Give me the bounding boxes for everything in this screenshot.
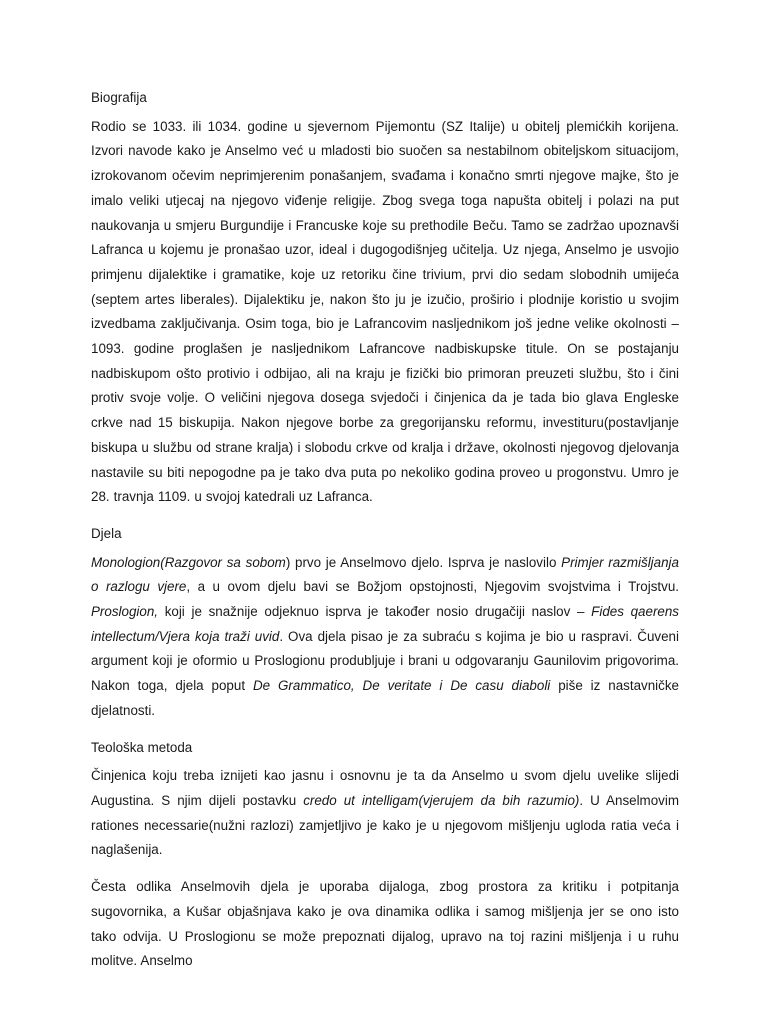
text-segment: Proslogion, <box>91 604 158 620</box>
text-segment: Činjenica koju treba iznijeti kao jasnu i osnovnu je ta da Anselmo u svom djelu uvelike slijedi Augustina. S njim dijeli postavku <box>91 768 679 808</box>
text-segment: . U Anselmovim rationes necessarie(nužni razlozi) zamjetljivo je kako je u njegovom mišljenju ugloda ratia veća i naglašenija. <box>91 792 679 858</box>
text-segment: Primjer razmišljanja o razlogu vjere <box>91 554 679 595</box>
paragraph-djela <box>91 551 679 724</box>
paragraph-teoloska-metoda-1 <box>91 764 679 863</box>
text-segment: . Ova djela pisao je za subraću s kojima je bio u raspravi. Čuveni argument koji je oformio u Proslogionu produbljuje i brani u odgovaranju Gaunilovim prigovorima. Nakon toga, djela poput <box>91 628 679 694</box>
paragraph-biografija: Rodio se 1033. ili 1034. godine u sjevernom Pijemontu (SZ Italije) u obitelj plemićkih korijena. Izvori navode kako je Anselmo već u mladosti bio suočen sa nestabilnom obiteljskom situacijom, izrokovanom očevim neprimjerenim ponašanjem, svađama i konačno smrti njegove majke, što je imalo veliki utjecaj na njegovo viđenje religije. Zbog svega toga napušta obitelj i polazi na put naukovanja u smjeru Burgundije i Francuske koje su prethodile Beču. Tamo se zadržao upoznavši Lafranca u kojemu je pronašao uzor, ideal i dugogodišnjeg učitelja. Uz njega, Anselmo je usvojio primjenu dijalektike i gramatike, koje uz retoriku čine trivium, prvi dio sedam slobodnih umijeća (septem artes liberales). Dijalektiku je, nakon što ju je izučio, proširio i plodnije koristio u svojim izvedbama zaključivanja. Osim toga, bio je Lafrancovim nasljednikom još jedne velike okolnosti – 1093. godine proglašen je nasljednikom Lafrancove nadbiskupske titule. On se postajanju nadbiskupom ošto protivio i odbijao, ali na kraju je fizički bio primoran preuzeti službu, što i čini protiv svoje volje. O veličini njegova dosega svjedoči i činjenica da je tada bio glava Engleske crkve nad 15 biskupija. Nakon njegove borbe za gregorijansku reformu, investituru(postavljanje biskupa u službu od strane kralja) i slobodu crkve od kralja i države, okolnosti njegovog djelovanja nastavile su biti nepogodne pa je tako dva puta po nekoliko godina proveo u progonstvu. Umro je 28. travnja 1109. u svojoj katedrali uz Lafranca. <box>91 118 679 505</box>
text-segment: piše iz nastavničke djelatnosti. <box>91 678 679 718</box>
text-segment: ) prvo je Anselmovo djelo. Isprva je naslovilo <box>285 554 562 570</box>
text-segment: Monologion(Razgovor sa sobom <box>91 554 286 570</box>
heading-biografija: Biografija <box>91 90 147 105</box>
text-segment: credo ut intelligam(vjerujem da bih razumio) <box>303 792 580 808</box>
text-segment: , a u ovom djelu bavi se Božjom opstojnosti, Njegovim svojstvima i Trojstvu. <box>186 579 679 595</box>
text-segment: koji je snažnije odjeknuo isprva je također nosio drugačiji naslov – <box>158 604 592 620</box>
text-segment: Fides qaerens intellectum/Vjera koja traži uvid <box>91 604 680 644</box>
document-body <box>91 86 679 974</box>
heading-teoloska-metoda: Teološka metoda <box>91 739 193 755</box>
paragraph-teoloska-metoda-2: Česta odlika Anselmovih djela je uporaba dijaloga, zbog prostora za kritiku i potpitanja sugovornika, a Kušar objašnjava kako je ova dinamika odlika i samog mišljenja jer se ono isto tako odvija. U Proslogionu se može prepoznati dijalog, upravo na toj razini mišljenja i u ruhu molitve. Anselmo <box>91 879 679 969</box>
text-segment: De Grammatico, De veritate i De casu diaboli <box>252 678 551 694</box>
heading-djela: Djela <box>91 525 122 541</box>
